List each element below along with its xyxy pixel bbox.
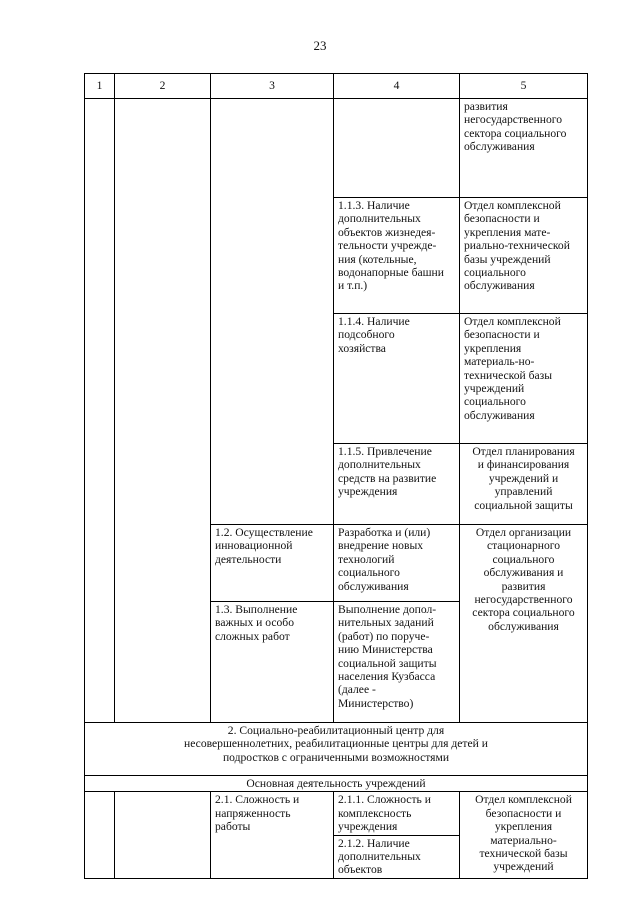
header-col-4: 4	[334, 74, 460, 99]
responsible-dept-cell: Отдел комплексной безопасности и укрепления мате- риально-технической базы учреждений социального обслуживания	[460, 198, 588, 314]
indicator-cell: Разработка и (или) внедрение новых технологий социального обслуживания	[334, 525, 460, 602]
empty-cell	[85, 792, 115, 878]
table-row	[85, 99, 588, 198]
indicator-cell: Выполнение допол- нительных заданий (работ) по поруче- нию Министерства социальной защиты населения Кузбасса (далее - Министерство)	[334, 602, 460, 723]
empty-cell	[334, 99, 460, 198]
criterion-cell: 2.1. Сложность и напряженность работы	[211, 792, 334, 878]
responsible-dept-cell: Отдел комплексной безопасности и укрепления материаль-но- технической базы учреждений социального обслуживания	[460, 314, 588, 444]
responsible-dept-cell: развития негосударственного сектора социального обслуживания	[460, 99, 588, 198]
empty-cell	[115, 792, 211, 878]
empty-cell	[211, 99, 334, 525]
responsible-dept-cell: Отдел комплексной безопасности и укрепления материально- технической базы учреждений	[460, 792, 588, 878]
table-header-row	[85, 74, 588, 99]
table-row	[85, 792, 588, 835]
section-title: 2. Социально-реабилитационный центр для несовершеннолетних, реабилитационные центры для детей и подростков с ограниченными возможностями	[85, 723, 588, 776]
header-col-1: 1	[85, 74, 115, 99]
criterion-cell: 1.2. Осуществление инновационной деятельности	[211, 525, 334, 602]
criteria-table	[84, 73, 588, 879]
responsible-dept-cell: Отдел планирования и финансирования учреждений и управлений социальной защиты	[460, 444, 588, 525]
section-subtitle-row	[85, 776, 588, 792]
indicator-cell: 2.1.2. Наличие дополнительных объектов	[334, 835, 460, 878]
criterion-cell: 1.3. Выполнение важных и особо сложных работ	[211, 602, 334, 723]
empty-cell	[115, 99, 211, 723]
header-col-3: 3	[211, 74, 334, 99]
section-title-row	[85, 723, 588, 776]
indicator-cell: 1.1.5. Привлечение дополнительных средств на развитие учреждения	[334, 444, 460, 525]
indicator-cell: 1.1.4. Наличие подсобного хозяйства	[334, 314, 460, 444]
responsible-dept-cell: Отдел организации стационарного социального обслуживания и развития негосударственного сектора социального обслуживания	[460, 525, 588, 723]
empty-cell	[85, 99, 115, 723]
indicator-cell: 1.1.3. Наличие дополнительных объектов жизнедея- тельности учрежде- ния (котельные, водонапорные башни и т.п.)	[334, 198, 460, 314]
header-col-5: 5	[460, 74, 588, 99]
page-number: 23	[313, 38, 327, 53]
header-col-2: 2	[115, 74, 211, 99]
section-subtitle: Основная деятельность учреждений	[85, 776, 588, 792]
indicator-cell: 2.1.1. Сложность и комплексность учреждения	[334, 792, 460, 835]
